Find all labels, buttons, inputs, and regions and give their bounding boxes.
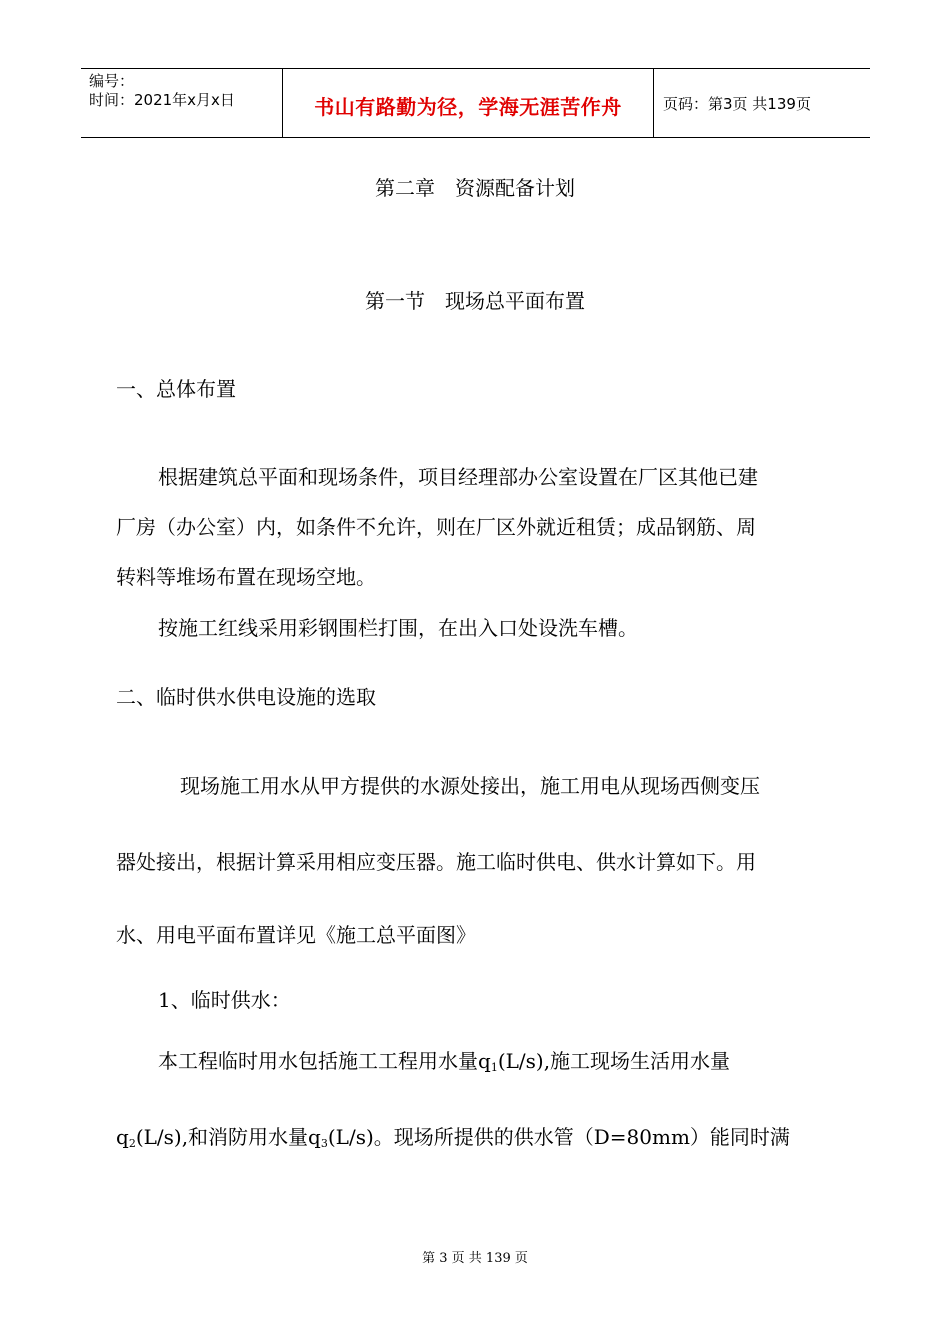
section-title: 第一节 现场总平面布置 [365, 289, 585, 313]
text-segment: (L/s)。现场所提供的供水管（D=80mm）能同时满 [327, 1125, 790, 1149]
paragraph-4-line-1 [158, 1045, 888, 1074]
header-motto: 书山有路勤为径，学海无涯苦作舟 [314, 94, 622, 119]
page-footer: 第 3 页 共 139 页 [422, 1251, 528, 1266]
paragraph-3-line-1: 现场施工用水从甲方提供的水源处接出，施工用电从现场西侧变压 [180, 774, 760, 798]
page-header [81, 68, 870, 138]
paragraph-1-line-3: 转料等堆场布置在现场空地。 [116, 565, 376, 589]
text-segment: q [116, 1125, 129, 1149]
text-segment: (L/s),施工现场生活用水量 [497, 1049, 731, 1073]
text-segment: (L/s),和消防用水量q [135, 1125, 321, 1149]
heading-overall-layout: 一、总体布置 [116, 377, 236, 401]
heading-temporary-utilities: 二、临时供水供电设施的选取 [116, 685, 376, 709]
header-page-info: 页码：第3页 共139页 [663, 94, 811, 113]
paragraph-1-line-2: 厂房（办公室）内，如条件不允许，则在厂区外就近租赁；成品钢筋、周 [116, 515, 756, 539]
paragraph-4-line-2 [116, 1121, 846, 1150]
subscript: 1 [490, 1061, 498, 1074]
header-motto-cell [282, 69, 654, 137]
chapter-title: 第二章 资源配备计划 [375, 176, 575, 200]
subheading-temporary-water: 1、临时供水： [158, 988, 291, 1012]
paragraph-3-line-2: 器处接出，根据计算采用相应变压器。施工临时供电、供水计算如下。用 [116, 850, 756, 874]
header-meta [81, 69, 282, 137]
text-segment: 本工程临时用水包括施工工程用水量q [158, 1049, 491, 1073]
number-label: 编号： [89, 72, 135, 90]
paragraph-1-line-1: 根据建筑总平面和现场条件，项目经理部办公室设置在厂区其他已建 [158, 465, 758, 489]
subscript: 3 [320, 1137, 328, 1150]
paragraph-2: 按施工红线采用彩钢围栏打围，在出入口处设洗车槽。 [158, 616, 638, 640]
subscript: 2 [128, 1137, 136, 1150]
time-label: 时间：2021年x月x日 [89, 91, 235, 109]
paragraph-3-line-3: 水、用电平面布置详见《施工总平面图》 [116, 923, 476, 947]
